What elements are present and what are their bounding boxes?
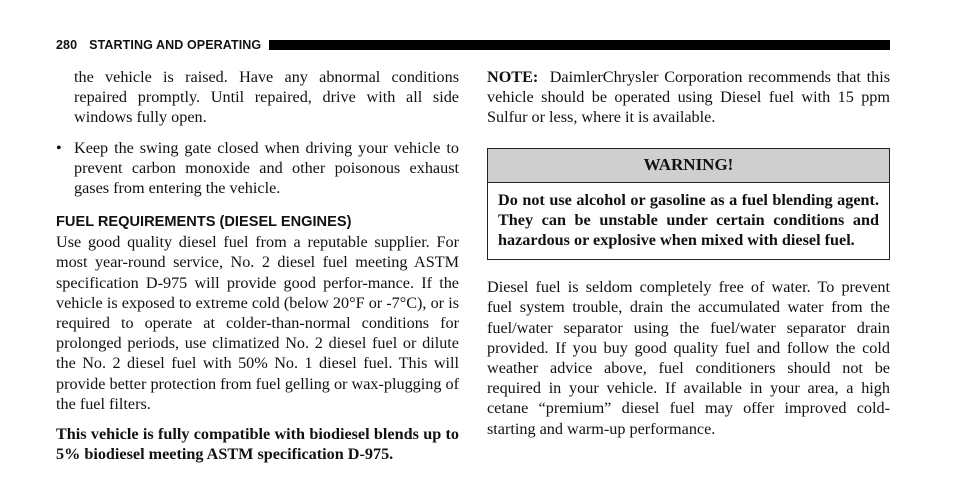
warning-box: [487, 148, 890, 261]
page-number: 280: [56, 38, 78, 52]
left-column: [56, 67, 459, 464]
right-column: [487, 67, 890, 439]
section-title: STARTING AND OPERATING: [89, 38, 262, 52]
warning-body: Do not use alcohol or gasoline as a fuel blending agent. They can be unstable under certain conditions and hazardous or explosive when mixed with diesel fuel.: [498, 190, 879, 250]
bullet-item: [56, 138, 459, 199]
note-paragraph: [487, 67, 890, 128]
continued-paragraph: the vehicle is raised. Have any abnormal conditions repaired promptly. Until repaired, drive with all side windows fully open.: [74, 68, 459, 127]
fuel-requirements-paragraph: Use good quality diesel fuel from a reputable supplier. For most year-round service, No. 2 diesel fuel meeting ASTM specification D-975 will provide good perfor-mance. If the vehicle is exposed to extreme cold (below 20°F or -7°C), or is required to operate at colder-than-normal conditions for prolonged periods, use climatized No. 2 diesel fuel or dilute the No. 2 diesel fuel with 50% No. 1 diesel fuel. This will provide better protection from fuel gelling or wax-plugging of the fuel filters.: [56, 233, 459, 413]
note-label: NOTE:: [487, 68, 539, 86]
page-header: [56, 37, 890, 53]
warning-title: WARNING!: [488, 149, 889, 183]
water-paragraph: Diesel fuel is seldom completely free of water. To prevent fuel system trouble, drain the accumulated water from the fuel/water separator using the fuel/water separator drain provided. If you buy good quality fuel and follow the cold weather advice above, fuel conditioners should not be required in your vehicle. If available in your area, a high cetane “premium” diesel fuel may offer improved cold-starting and warm-up performance.: [487, 278, 890, 438]
biodiesel-paragraph: This vehicle is fully compatible with biodiesel blends up to 5% biodiesel meeting ASTM specification D-975.: [56, 425, 459, 464]
bullet-icon: •: [56, 138, 62, 157]
note-text: DaimlerChrysler Corporation recommends that this vehicle should be operated using Diesel fuel with 15 ppm Sulfur or less, where it is available.: [487, 68, 890, 127]
header-rule: [269, 40, 890, 50]
section-heading: FUEL REQUIREMENTS (DIESEL ENGINES): [56, 214, 352, 231]
bullet-text: Keep the swing gate closed when driving your vehicle to prevent carbon monoxide and other poisonous exhaust gases from entering the vehicle.: [74, 138, 459, 198]
